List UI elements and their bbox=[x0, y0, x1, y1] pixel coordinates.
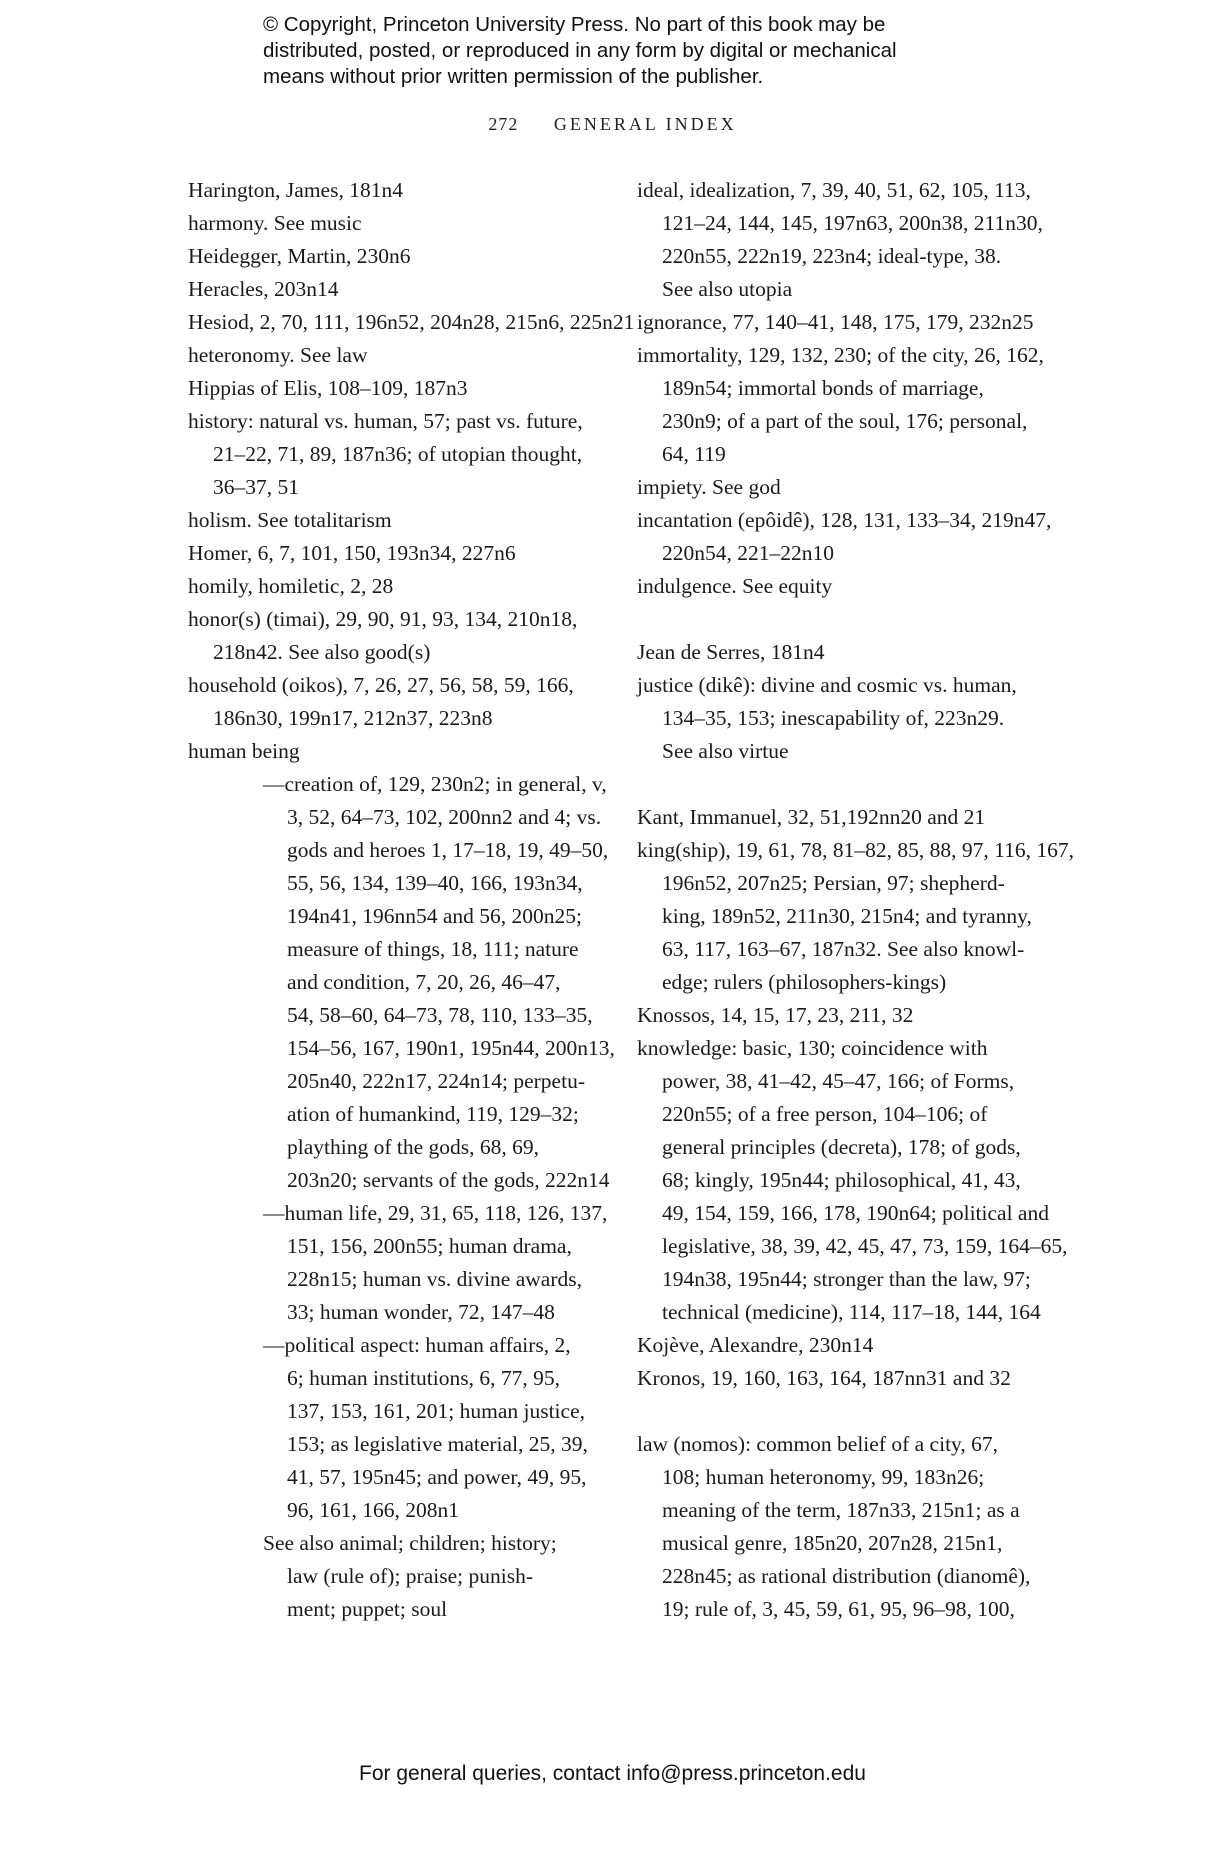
running-head-title: GENERAL INDEX bbox=[553, 114, 737, 134]
index-line: king(ship), 19, 61, 78, 81–82, 85, 88, 97, 116, 167, bbox=[637, 838, 1074, 862]
index-line: holism. See totalitarism bbox=[188, 508, 392, 532]
index-line: ideal, idealization, 7, 39, 40, 51, 62, 105, 113, bbox=[637, 178, 1031, 202]
index-line: meaning of the term, 187n33, 215n1; as a bbox=[662, 1498, 1020, 1522]
running-head bbox=[0, 114, 1225, 135]
index-gap bbox=[637, 1395, 1077, 1428]
index-line: law (nomos): common belief of a city, 67, bbox=[637, 1432, 999, 1456]
copyright-notice bbox=[263, 12, 1023, 90]
index-line: human being bbox=[188, 739, 300, 763]
index-line: 121–24, 144, 145, 197n63, 200n38, 211n30, bbox=[662, 211, 1043, 235]
index-line: 137, 153, 161, 201; human justice, bbox=[287, 1399, 585, 1423]
index-line: See also animal; children; history; bbox=[263, 1531, 557, 1555]
index-line: musical genre, 185n20, 207n28, 215n1, bbox=[662, 1531, 1003, 1555]
index-line: gods and heroes 1, 17–18, 19, 49–50, bbox=[287, 838, 609, 862]
index-line: general principles (decreta), 178; of gods, bbox=[662, 1135, 1021, 1159]
index-line: 220n55, 222n19, 223n4; ideal-type, 38. bbox=[662, 244, 1002, 268]
index-line: incantation (epôidê), 128, 131, 133–34, 219n47, bbox=[637, 508, 1052, 532]
index-line: 186n30, 199n17, 212n37, 223n8 bbox=[213, 706, 493, 730]
index-line: Jean de Serres, 181n4 bbox=[637, 640, 825, 664]
index-line: 134–35, 153; inescapability of, 223n29. bbox=[662, 706, 1005, 730]
index-line: king, 189n52, 211n30, 215n4; and tyranny, bbox=[662, 904, 1032, 928]
index-line: Heidegger, Martin, 230n6 bbox=[188, 244, 411, 268]
index-line: knowledge: basic, 130; coincidence with bbox=[637, 1036, 988, 1060]
index-line: Harington, James, 181n4 bbox=[188, 178, 403, 202]
index-line: 63, 117, 163–67, 187n32. See also knowl- bbox=[662, 937, 1025, 961]
index-line: Kant, Immanuel, 32, 51,192nn20 and 21 bbox=[637, 805, 986, 829]
index-line: 194n41, 196nn54 and 56, 200n25; bbox=[287, 904, 583, 928]
index-line: 68; kingly, 195n44; philosophical, 41, 43, bbox=[662, 1168, 1021, 1192]
index-line: history: natural vs. human, 57; past vs. future, bbox=[188, 409, 583, 433]
index-line: 33; human wonder, 72, 147–48 bbox=[287, 1300, 555, 1324]
index-line: See also virtue bbox=[662, 739, 789, 763]
index-line: harmony. See music bbox=[188, 211, 362, 235]
index-line: 203n20; servants of the gods, 222n14 bbox=[287, 1168, 610, 1192]
index-line: honor(s) (timai), 29, 90, 91, 93, 134, 210n18, bbox=[188, 607, 578, 631]
index-line: household (oikos), 7, 26, 27, 56, 58, 59, 166, bbox=[188, 673, 574, 697]
index-line: technical (medicine), 114, 117–18, 144, 164 bbox=[662, 1300, 1041, 1324]
index-line: 41, 57, 195n45; and power, 49, 95, bbox=[287, 1465, 587, 1489]
index-line: ignorance, 77, 140–41, 148, 175, 179, 232n25 bbox=[637, 310, 1034, 334]
index-line: justice (dikê): divine and cosmic vs. human, bbox=[637, 673, 1017, 697]
index-line: 55, 56, 134, 139–40, 166, 193n34, bbox=[287, 871, 583, 895]
index-line: 205n40, 222n17, 224n14; perpetu- bbox=[287, 1069, 585, 1093]
index-line: Kojève, Alexandre, 230n14 bbox=[637, 1333, 874, 1357]
index-line: power, 38, 41–42, 45–47, 166; of Forms, bbox=[662, 1069, 1015, 1093]
index-line: plaything of the gods, 68, 69, bbox=[287, 1135, 540, 1159]
copyright-line: means without prior written permission of the publisher. bbox=[263, 65, 764, 88]
index-line: edge; rulers (philosophers-kings) bbox=[662, 970, 947, 994]
index-line: —human life, 29, 31, 65, 118, 126, 137, bbox=[263, 1201, 608, 1225]
index-line: heteronomy. See law bbox=[188, 343, 368, 367]
index-line: 220n54, 221–22n10 bbox=[662, 541, 834, 565]
index-line: ment; puppet; soul bbox=[287, 1597, 448, 1621]
index-line: 49, 154, 159, 166, 178, 190n64; political and bbox=[662, 1201, 1049, 1225]
index-line: Heracles, 203n14 bbox=[188, 277, 339, 301]
index-line: 230n9; of a part of the soul, 176; personal, bbox=[662, 409, 1028, 433]
index-line: 151, 156, 200n55; human drama, bbox=[287, 1234, 572, 1258]
index-line: 194n38, 195n44; stronger than the law, 97; bbox=[662, 1267, 1031, 1291]
copyright-line: distributed, posted, or reproduced in any form by digital or mechanical bbox=[263, 39, 897, 62]
index-line: 220n55; of a free person, 104–106; of bbox=[662, 1102, 988, 1126]
index-column-right bbox=[637, 174, 1077, 1626]
index-line: —political aspect: human affairs, 2, bbox=[263, 1333, 571, 1357]
index-line: measure of things, 18, 111; nature bbox=[287, 937, 579, 961]
index-line: 64, 119 bbox=[662, 442, 726, 466]
index-line: ation of humankind, 119, 129–32; bbox=[287, 1102, 579, 1126]
index-line: 21–22, 71, 89, 187n36; of utopian thought, bbox=[213, 442, 583, 466]
index-line: 228n45; as rational distribution (dianomê), bbox=[662, 1564, 1031, 1588]
index-line: 153; as legislative material, 25, 39, bbox=[287, 1432, 588, 1456]
index-line: legislative, 38, 39, 42, 45, 47, 73, 159, 164–65, bbox=[662, 1234, 1068, 1258]
footer-contact: For general queries, contact info@press.princeton.edu bbox=[359, 1762, 866, 1785]
index-line: Hesiod, 2, 70, 111, 196n52, 204n28, 215n6, 225n21 bbox=[188, 310, 635, 334]
index-line: 3, 52, 64–73, 102, 200nn2 and 4; vs. bbox=[287, 805, 602, 829]
index-line: 36–37, 51 bbox=[213, 475, 299, 499]
index-line: 189n54; immortal bonds of marriage, bbox=[662, 376, 984, 400]
index-line: See also utopia bbox=[662, 277, 793, 301]
index-line: Homer, 6, 7, 101, 150, 193n34, 227n6 bbox=[188, 541, 516, 565]
index-gap bbox=[637, 768, 1077, 801]
index-line: —creation of, 129, 230n2; in general, v, bbox=[263, 772, 607, 796]
index-line: 218n42. See also good(s) bbox=[213, 640, 431, 664]
index-line: immortality, 129, 132, 230; of the city, 26, 162, bbox=[637, 343, 1044, 367]
index-line: and condition, 7, 20, 26, 46–47, bbox=[287, 970, 561, 994]
index-line: indulgence. See equity bbox=[637, 574, 833, 598]
index-line: Knossos, 14, 15, 17, 23, 211, 32 bbox=[637, 1003, 914, 1027]
index-line: impiety. See god bbox=[637, 475, 781, 499]
index-column-left bbox=[188, 174, 635, 1626]
index-line: 19; rule of, 3, 45, 59, 61, 95, 96–98, 100, bbox=[662, 1597, 1015, 1621]
index-line: 96, 161, 166, 208n1 bbox=[287, 1498, 459, 1522]
index-line: 196n52, 207n25; Persian, 97; shepherd- bbox=[662, 871, 1005, 895]
index-line: 108; human heteronomy, 99, 183n26; bbox=[662, 1465, 985, 1489]
index-line: law (rule of); praise; punish- bbox=[287, 1564, 533, 1588]
index-line: homily, homiletic, 2, 28 bbox=[188, 574, 394, 598]
index-line: 54, 58–60, 64–73, 78, 110, 133–35, bbox=[287, 1003, 593, 1027]
index-line: Hippias of Elis, 108–109, 187n3 bbox=[188, 376, 468, 400]
index-line: Kronos, 19, 160, 163, 164, 187nn31 and 32 bbox=[637, 1366, 1011, 1390]
index-gap bbox=[637, 603, 1077, 636]
index-line: 228n15; human vs. divine awards, bbox=[287, 1267, 582, 1291]
page-number: 272 bbox=[488, 114, 519, 134]
index-line: 154–56, 167, 190n1, 195n44, 200n13, bbox=[287, 1036, 615, 1060]
copyright-line: © Copyright, Princeton University Press. No part of this book may be bbox=[263, 13, 886, 36]
index-line: 6; human institutions, 6, 77, 95, bbox=[287, 1366, 560, 1390]
